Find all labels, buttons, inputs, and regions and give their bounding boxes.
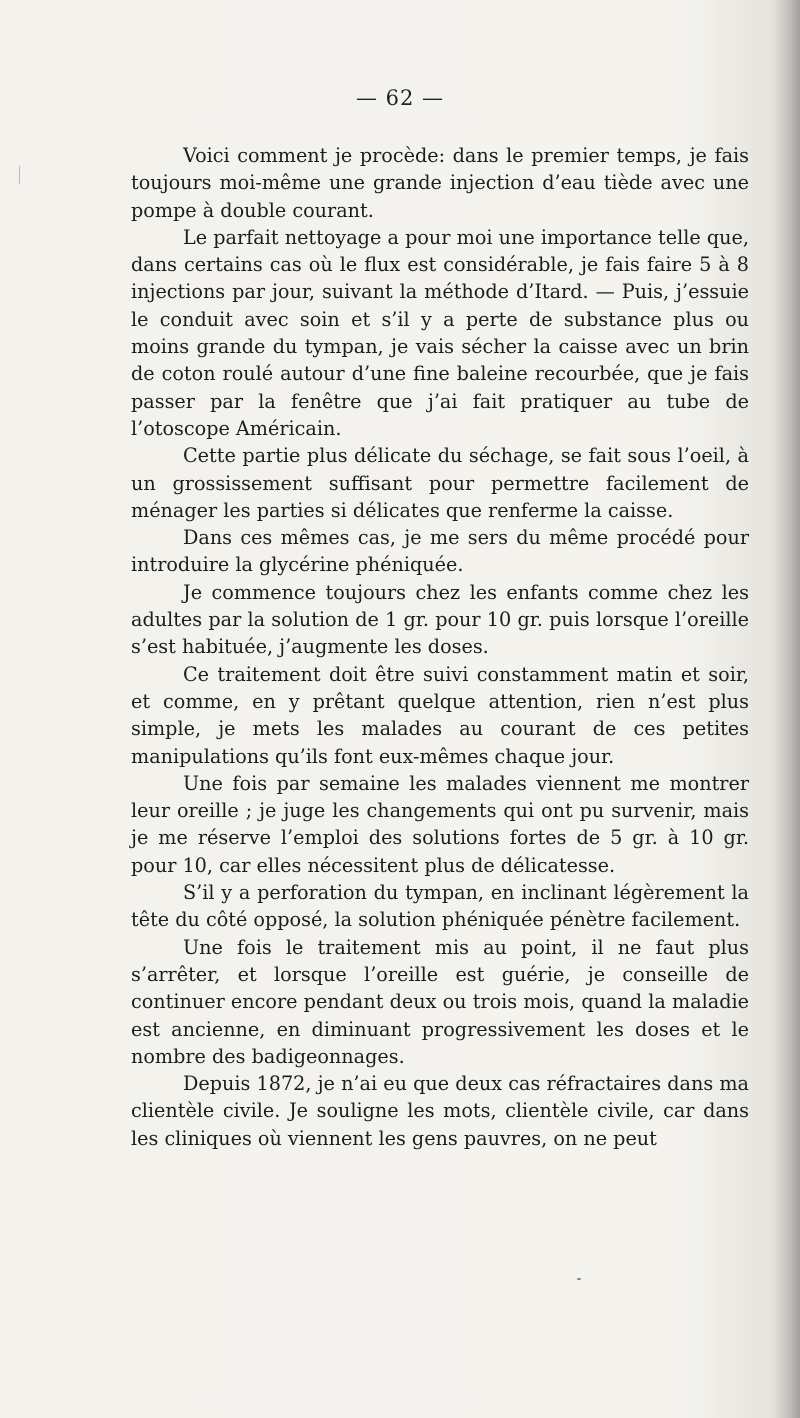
- paragraph: Voici comment je procède: dans le premier temps, je fais toujours moi-même une grande injection d’eau tiède avec une pompe à double courant.: [131, 144, 749, 222]
- paragraph: Une fois le traitement mis au point, il ne faut plus s’arrêter, et lorsque l’oreille est guérie, je conseille de continuer encore pendant deux ou trois mois, quand la maladie est ancienne, en diminuant progressivement les doses et le nombre des badigeonnages.: [131, 935, 749, 1068]
- paragraph: Le parfait nettoyage a pour moi une importance telle que, dans certains cas où le flux est considérable, je fais faire 5 à 8 injections par jour, suivant la méthode d’Itard. — Puis, j’essuie le conduit avec soin et s’il y a perte de substance plus ou moins grande du tympan, je vais sécher la caisse avec un brin de coton roulé autour d’une fine baleine recourbée, que je fais passer par la fenêtre que j’ai fait pratiquer au tube de l’otoscope Américain.: [131, 225, 749, 440]
- paper-speck: [19, 166, 20, 184]
- paper-speck: [577, 1278, 581, 1280]
- page-number: — 62 —: [355, 86, 445, 110]
- paragraph: S’il y a perforation du tympan, en inclinant légèrement la tête du côté opposé, la solution phéniquée pénètre facilement.: [131, 881, 749, 932]
- paragraph: Cette partie plus délicate du séchage, se fait sous l’oeil, à un grossissement suffisant pour permettre facilement de ménager les parties si délicates que renferme la caisse.: [131, 444, 749, 522]
- body-text: [131, 142, 749, 1152]
- paragraph: Depuis 1872, je n’ai eu que deux cas réfractaires dans ma clientèle civile. Je souligne les mots, clientèle civile, car dans les cliniques où viennent les gens pauvres, on ne peut: [131, 1072, 749, 1150]
- paragraph: Dans ces mêmes cas, je me sers du même procédé pour introduire la glycérine phéniquée.: [131, 526, 749, 577]
- paragraph: Une fois par semaine les malades viennent me montrer leur oreille ; je juge les changements qui ont pu survenir, mais je me réserve l’emploi des solutions fortes de 5 gr. à 10 gr. pour 10, car elles nécessitent plus de délicatesse.: [131, 771, 749, 877]
- paragraph: Je commence toujours chez les enfants comme chez les adultes par la solution de 1 gr. pour 10 gr. puis lorsque l’oreille s’est habituée, j’augmente les doses.: [131, 580, 749, 659]
- page-edge-shadow: [774, 0, 800, 1418]
- paragraph: Ce traitement doit être suivi constamment matin et soir, et comme, en y prêtant quelque attention, rien n’est plus simple, je mets les malades au courant de ces petites manipulations qu’ils font eux-mêmes chaque jour.: [131, 662, 749, 768]
